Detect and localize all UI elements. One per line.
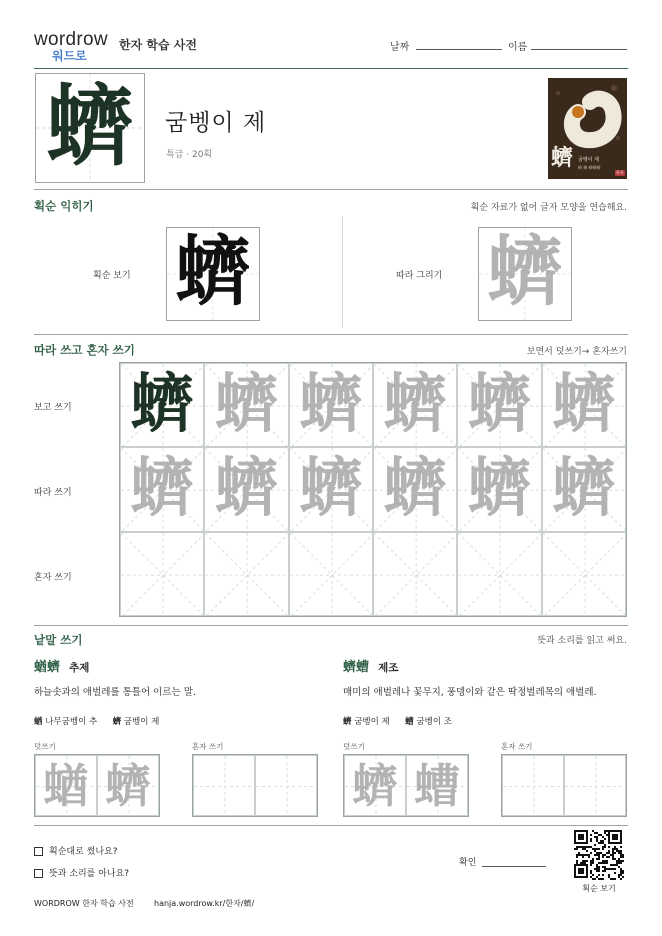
check-item-2[interactable] bbox=[34, 866, 129, 879]
word-1-trace-box bbox=[34, 754, 160, 817]
photo-caption-char: 蠐 bbox=[551, 145, 574, 171]
cell-guide-lines bbox=[205, 533, 287, 615]
word-alone-cell[interactable] bbox=[564, 755, 626, 816]
word-1-char-1: 蝤 bbox=[34, 717, 43, 727]
practice-cell-alone[interactable] bbox=[289, 532, 373, 616]
practice-row-label-alone: 혼자 쓰기 bbox=[34, 573, 72, 583]
word-2-alone-label: 혼자 쓰기 bbox=[501, 742, 533, 751]
word-2-reading: 제조 bbox=[378, 662, 399, 674]
word-trace-char: 蠐 bbox=[105, 758, 151, 813]
practice-char: 蠐 bbox=[214, 451, 279, 527]
word-1-alone-label: 혼자 쓰기 bbox=[192, 742, 224, 751]
stroke-trace-char: 蠐 bbox=[487, 227, 563, 316]
practice-section-title: 따라 쓰고 혼자 쓰기 bbox=[34, 343, 135, 357]
word-2-char-2-reading: 굼벵이 조 bbox=[416, 717, 452, 727]
stroke-column-divider bbox=[342, 216, 343, 328]
word-2-char-readings bbox=[343, 715, 452, 727]
cell-guide-lines bbox=[458, 533, 540, 615]
word-trace-char: 蠐 bbox=[352, 758, 398, 813]
practice-cell-trace[interactable] bbox=[457, 447, 541, 531]
grub-photo bbox=[548, 78, 627, 179]
logo-korean: 워드로 bbox=[52, 49, 87, 63]
word-2-char-2: 螬 bbox=[405, 717, 414, 727]
name-field[interactable] bbox=[531, 49, 627, 50]
cell-guide-lines bbox=[374, 533, 456, 615]
photo-caption-sub: 蠐 蠐 蠐蠐蠐 bbox=[578, 165, 601, 170]
stroke-section-title: 획순 익히기 bbox=[34, 199, 94, 213]
stroke-view-char: 蠐 bbox=[175, 227, 251, 316]
practice-cell-see[interactable] bbox=[542, 363, 626, 447]
practice-cell-see[interactable] bbox=[373, 363, 457, 447]
practice-cell-alone[interactable] bbox=[120, 532, 204, 616]
word-alone-cell[interactable] bbox=[193, 755, 255, 816]
photo-caption-reading: 굼벵이 제 bbox=[578, 157, 599, 163]
logo bbox=[34, 30, 112, 66]
header-title: 한자 학습 사전 bbox=[119, 38, 197, 52]
logo-wordrow: wordrow bbox=[34, 29, 108, 50]
word-1-char-1-reading: 나무굼벵이 추 bbox=[45, 717, 98, 727]
confirm-field[interactable] bbox=[482, 866, 546, 867]
word-trace-char: 蝤 bbox=[43, 758, 89, 813]
word-trace-cell[interactable] bbox=[344, 755, 406, 816]
photo-badge: 한자 bbox=[616, 170, 624, 175]
practice-cell-alone[interactable] bbox=[204, 532, 288, 616]
practice-cell-see[interactable] bbox=[204, 363, 288, 447]
word-1-char-readings bbox=[34, 715, 159, 727]
word-trace-cell[interactable] bbox=[97, 755, 159, 816]
practice-char: 蠐 bbox=[298, 367, 363, 443]
word-alone-cell[interactable] bbox=[502, 755, 564, 816]
word-2-trace-box bbox=[343, 754, 469, 817]
cell-guide-lines bbox=[121, 533, 203, 615]
cell-guide-lines bbox=[543, 533, 625, 615]
practice-cell-trace[interactable] bbox=[120, 447, 204, 531]
word-2-trace-label: 덧쓰기 bbox=[343, 742, 365, 751]
practice-cell-see[interactable] bbox=[289, 363, 373, 447]
practice-row-label-see: 보고 쓰기 bbox=[34, 403, 72, 413]
word-trace-cell[interactable] bbox=[35, 755, 97, 816]
word-1-meaning: 하늘솟과의 애벌레를 통틀어 이르는 말. bbox=[34, 687, 196, 698]
date-label: 날짜 bbox=[390, 42, 410, 53]
word-1-alone-box bbox=[192, 754, 318, 817]
practice-cell-see[interactable] bbox=[120, 363, 204, 447]
check-item-2-label: 뜻과 소리를 아나요? bbox=[49, 869, 130, 879]
practice-cell-see[interactable] bbox=[457, 363, 541, 447]
word-1-trace-label: 덧쓰기 bbox=[34, 742, 56, 751]
practice-char: 蠐 bbox=[467, 367, 532, 443]
practice-char: 蠐 bbox=[130, 367, 195, 443]
practice-char: 蠐 bbox=[551, 367, 616, 443]
check-item-1[interactable] bbox=[34, 844, 118, 857]
word-1-char-2-reading: 굼벵이 제 bbox=[123, 717, 160, 727]
stroke-trace-label: 따라 그리기 bbox=[396, 271, 443, 281]
stroke-trace-box[interactable] bbox=[478, 227, 572, 321]
date-field[interactable] bbox=[416, 49, 502, 50]
word-2-alone-box bbox=[501, 754, 627, 817]
stroke-view-box bbox=[166, 227, 260, 321]
practice-grid bbox=[119, 362, 627, 617]
word-2-meaning: 매미의 애벌레나 꽃무지, 풍뎅이와 같은 딱정벌레목의 애벌레. bbox=[343, 687, 597, 698]
practice-cell-trace[interactable] bbox=[373, 447, 457, 531]
footer-url[interactable]: hanja.wordrow.kr/한자/蠐/ bbox=[154, 899, 255, 908]
words-section-title: 낱말 쓰기 bbox=[34, 633, 83, 647]
word-alone-cell[interactable] bbox=[255, 755, 317, 816]
practice-cell-alone[interactable] bbox=[542, 532, 626, 616]
qr-label: 획순 보기 bbox=[582, 884, 616, 893]
word-1-hanja: 蝤蠐 bbox=[34, 660, 61, 675]
cell-guide-lines bbox=[565, 756, 625, 815]
word-2-header bbox=[343, 656, 398, 675]
practice-char: 蠐 bbox=[467, 451, 532, 527]
practice-cell-alone[interactable] bbox=[373, 532, 457, 616]
name-label: 이름 bbox=[508, 42, 528, 53]
practice-cell-trace[interactable] bbox=[204, 447, 288, 531]
practice-row-label-trace: 따라 쓰기 bbox=[34, 488, 72, 498]
practice-cell-trace[interactable] bbox=[289, 447, 373, 531]
word-1-reading: 추제 bbox=[69, 662, 90, 674]
footer-brand: WORDROW 한자 학습 사전 bbox=[34, 899, 134, 908]
hanja-reading: 굼벵이 제 bbox=[165, 110, 267, 136]
practice-cell-alone[interactable] bbox=[457, 532, 541, 616]
practice-char: 蠐 bbox=[383, 367, 448, 443]
qr-code-image bbox=[574, 830, 624, 880]
cell-guide-lines bbox=[290, 533, 372, 615]
practice-char: 蠐 bbox=[383, 451, 448, 527]
practice-char: 蠐 bbox=[298, 451, 363, 527]
words-section-note: 뜻과 소리를 읽고 써요. bbox=[537, 636, 627, 646]
stroke-section-note: 획순 자료가 없어 글자 모양을 연습해요. bbox=[470, 203, 627, 213]
qr-code[interactable] bbox=[574, 830, 624, 880]
practice-cell-trace[interactable] bbox=[542, 447, 626, 531]
section-divider-2 bbox=[34, 334, 628, 335]
check-item-1-label: 획순대로 썼나요? bbox=[49, 847, 118, 857]
stroke-view-label: 획순 보기 bbox=[93, 271, 131, 281]
practice-section-note: 보면서 덧쓰기→ 혼자쓰기 bbox=[526, 347, 627, 357]
cell-guide-lines bbox=[503, 756, 563, 815]
section-divider-1 bbox=[34, 189, 628, 190]
cell-guide-lines bbox=[194, 756, 254, 815]
word-2-char-1-reading: 굼벵이 제 bbox=[354, 717, 390, 727]
check-item-1-box[interactable] bbox=[34, 847, 43, 856]
word-1-header bbox=[34, 656, 89, 675]
check-item-2-box[interactable] bbox=[34, 869, 43, 878]
cell-guide-lines bbox=[256, 756, 316, 815]
word-2-hanja: 蠐螬 bbox=[343, 660, 370, 675]
header-divider bbox=[34, 68, 628, 69]
word-trace-char: 螬 bbox=[414, 758, 460, 813]
hanja-meta: 특급 · 20획 bbox=[166, 150, 213, 160]
word-1-char-2: 蠐 bbox=[112, 717, 122, 727]
section-divider-3 bbox=[34, 625, 628, 626]
word-trace-cell[interactable] bbox=[406, 755, 468, 816]
word-2-char-1: 蠐 bbox=[343, 717, 352, 727]
main-hanja-box bbox=[35, 73, 145, 183]
confirm-label: 확인 bbox=[459, 858, 477, 868]
practice-char: 蠐 bbox=[214, 367, 279, 443]
main-hanja-char: 蠐 bbox=[45, 74, 134, 178]
practice-char: 蠐 bbox=[130, 451, 195, 527]
section-divider-4 bbox=[34, 825, 628, 826]
practice-char: 蠐 bbox=[551, 451, 616, 527]
